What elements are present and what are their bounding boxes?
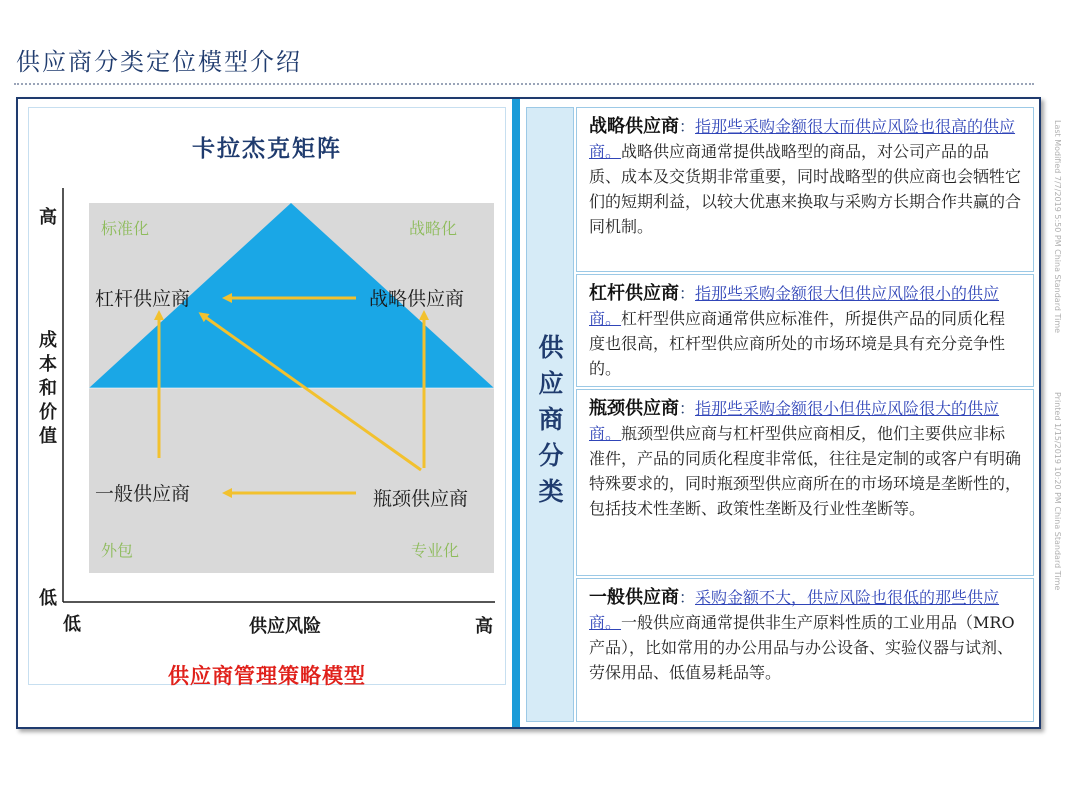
category-colon: ： bbox=[679, 117, 696, 136]
x-axis-high: 高 bbox=[475, 616, 493, 637]
side-label-char: 类 bbox=[538, 477, 564, 506]
matrix-diagram bbox=[29, 108, 507, 686]
category-description: 杠杆型供应商通常供应标准件，所提供产品的同质化程度也很高，杠杆型供应商所处的市场环境是具有充分竞争性的。 bbox=[589, 309, 1006, 378]
node-strategic: 战略供应商 bbox=[369, 288, 465, 310]
node-leverage: 杠杆供应商 bbox=[95, 288, 191, 310]
category-definition: 采购金额不大，供应风险也很低的那些供应商。 bbox=[589, 588, 1000, 632]
category-name: 一般供应商 bbox=[589, 587, 679, 608]
category-colon: ： bbox=[679, 588, 696, 607]
category-name: 战略供应商 bbox=[589, 116, 679, 137]
y-axis-label-char: 和 bbox=[39, 378, 57, 399]
category-routine bbox=[576, 578, 1034, 722]
quadrant-label-bottom-left: 外包 bbox=[101, 541, 134, 560]
category-colon: ： bbox=[679, 399, 696, 418]
y-axis-high: 高 bbox=[39, 207, 57, 228]
page-title: 供应商分类定位模型介绍 bbox=[16, 48, 302, 76]
side-label bbox=[527, 330, 575, 510]
category-leverage bbox=[576, 274, 1034, 387]
side-label-char: 应 bbox=[538, 369, 564, 398]
category-description: 战略供应商通常提供战略型的商品，对公司产品的品质、成本及交货期非常重要，同时战略型的供应商也会牺牲它们的短期利益，以较大优惠来换取与采购方长期合作共赢的合同机制。 bbox=[589, 142, 1022, 236]
x-axis-label: 供应风险 bbox=[249, 616, 321, 637]
printed-note: Printed 1/15/2019 10:20 PM China Standard Time bbox=[1053, 392, 1062, 591]
y-axis-label-char: 价 bbox=[39, 402, 57, 423]
quadrant-label-top-left: 标准化 bbox=[101, 219, 150, 238]
category-bottleneck bbox=[576, 389, 1034, 576]
category-description: 瓶颈型供应商与杠杆型供应商相反，他们主要供应非标准件，产品的同质化程度非常低，往往是定制的或客户有明确特殊要求的，同时瓶颈型供应商所在的市场环境是垄断性的，包括技术性垄断、政策性垄断及行业性垄断等。 bbox=[589, 424, 1022, 518]
quadrant-label-bottom-right: 专业化 bbox=[411, 541, 460, 560]
panel-divider bbox=[512, 99, 520, 727]
content-frame bbox=[16, 97, 1041, 729]
x-axis-low: 低 bbox=[63, 614, 81, 635]
category-description: 一般供应商通常提供非生产原料性质的工业用品（MRO产品），比如常用的办公用品与办公设备、实验仪器与试剂、劳保用品、低值易耗品等。 bbox=[589, 613, 1015, 682]
y-axis-label-char: 本 bbox=[39, 354, 57, 375]
node-routine: 一般供应商 bbox=[95, 483, 191, 505]
y-axis-label-char: 值 bbox=[39, 426, 57, 447]
matrix-title: 卡拉杰克矩阵 bbox=[192, 136, 342, 162]
side-label-char: 分 bbox=[538, 441, 564, 470]
category-strategic bbox=[576, 107, 1034, 272]
category-colon: ： bbox=[679, 284, 696, 303]
strategy-model-caption: 供应商管理策略模型 bbox=[168, 664, 366, 688]
supplier-categories-panel bbox=[526, 107, 1036, 722]
last-modified-note: Last Modified 7/7/2019 5:50 PM China Standard Time bbox=[1053, 120, 1062, 334]
side-label-cell bbox=[526, 107, 574, 722]
side-label-char: 商 bbox=[538, 405, 564, 434]
quadrant-label-top-right: 战略化 bbox=[409, 219, 458, 238]
kraljic-matrix-panel bbox=[28, 107, 506, 688]
category-name: 杠杆供应商 bbox=[589, 283, 679, 304]
category-definition: 指那些采购金额很大但供应风险很小的供应商。 bbox=[589, 284, 1000, 328]
node-bottleneck: 瓶颈供应商 bbox=[373, 488, 469, 510]
category-definition: 指那些采购金额很小但供应风险很大的供应商。 bbox=[589, 399, 1000, 443]
title-divider bbox=[14, 83, 1034, 85]
category-definition: 指那些采购金额很大而供应风险也很高的供应商。 bbox=[589, 117, 1016, 161]
side-label-char: 供 bbox=[538, 333, 564, 362]
y-axis-low: 低 bbox=[39, 588, 57, 609]
y-axis-label-char: 成 bbox=[39, 330, 57, 351]
category-name: 瓶颈供应商 bbox=[589, 398, 679, 419]
